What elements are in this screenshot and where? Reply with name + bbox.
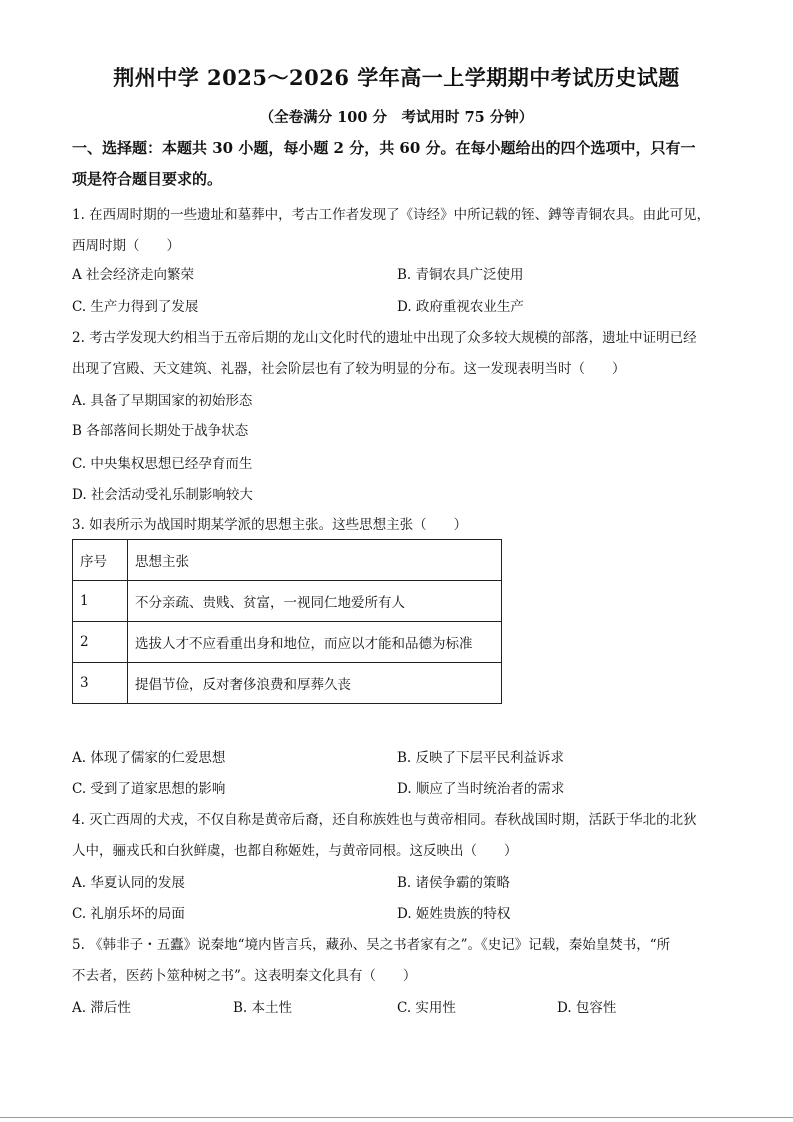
question-4-stem-line-2: 人中，骊戎氏和白狄鲜虞，也都自称姬姓，与黄帝同根。这反映出（ ）	[72, 843, 518, 859]
table-cell: 3	[73, 663, 128, 704]
table-row	[73, 663, 502, 704]
table-cell: 1	[73, 581, 128, 622]
table-header-row	[73, 540, 502, 581]
question-1-stem-line-2: 西周时期（ ）	[72, 238, 180, 254]
question-4-stem-line-1: 4. 灭亡西周的犬戎，不仅自称是黄帝后裔，还自称族姓也与黄帝相同。春秋战国时期，活跃于华北的北狄	[72, 812, 697, 828]
question-2-stem-line-1: 2. 考古学发现大约相当于五帝后期的龙山文化时代的遗址中出现了众多较大规模的部落，遗址中证明已经	[72, 330, 697, 346]
question-3-option-c: C. 受到了道家思想的影响	[72, 781, 226, 797]
question-2-option-a: A. 具备了早期国家的初始形态	[72, 393, 253, 409]
question-3-option-a: A. 体现了儒家的仁爱思想	[72, 750, 226, 766]
page-bottom-rule	[0, 1117, 793, 1118]
question-1-option-a: A 社会经济走向繁荣	[72, 267, 195, 283]
table-cell: 2	[73, 622, 128, 663]
question-5-option-d: D. 包容性	[557, 1000, 617, 1016]
section-instruction-line-2: 项是符合题目要求的。	[72, 170, 223, 188]
question-1-option-d: D. 政府重视农业生产	[397, 299, 524, 315]
question-5-stem-line-1: 5. 《韩非子・五蠹》说秦地“境内皆言兵，藏孙、吴之书者家有之”。《史记》记载，秦始皇焚书，“所	[72, 937, 671, 953]
table-header-cell: 思想主张	[128, 540, 502, 581]
exam-title: 荆州中学 2025～2026 学年高一上学期期中考试历史试题	[113, 65, 680, 90]
question-5-option-a: A. 滞后性	[72, 1000, 131, 1016]
question-4-option-b: B. 诸侯争霸的策略	[397, 875, 511, 891]
table-cell: 不分亲疏、贵贱、贫富，一视同仁地爱所有人	[128, 581, 502, 622]
question-1-stem-line-1: 1. 在西周时期的一些遗址和墓葬中，考古工作者发现了《诗经》中所记载的铚、鎛等青铜农具。由此可见，	[72, 207, 711, 223]
question-3-option-b: B. 反映了下层平民利益诉求	[397, 750, 565, 766]
table-cell: 提倡节俭，反对奢侈浪费和厚葬久丧	[128, 663, 502, 704]
question-4-option-c: C. 礼崩乐坏的局面	[72, 906, 185, 922]
table-row	[73, 581, 502, 622]
question-2-stem-line-2: 出现了宫殿、天文建筑、礼器，社会阶层也有了较为明显的分布。这一发现表明当时（ ）	[72, 361, 626, 377]
section-instruction-line-1: 一、选择题：本题共 30 小题，每小题 2 分，共 60 分。在每小题给出的四个选项中，只有一	[72, 139, 696, 157]
question-3-table	[72, 539, 502, 704]
section-instruction	[72, 133, 722, 195]
question-5-option-b: B. 本土性	[233, 1000, 293, 1016]
table-row	[73, 622, 502, 663]
question-3-stem: 3. 如表所示为战国时期某学派的思想主张。这些思想主张（ ）	[72, 517, 468, 533]
question-3-option-d: D. 顺应了当时统治者的需求	[397, 781, 565, 797]
table-cell: 选拔人才不应看重出身和地位，而应以才能和品德为标准	[128, 622, 502, 663]
question-4-option-d: D. 姬姓贵族的特权	[397, 906, 511, 922]
question-2-option-b: B 各部落间长期处于战争状态	[72, 423, 249, 439]
question-5-stem-line-2: 不去者，医药卜筮种树之书”。这表明秦文化具有（ ）	[72, 968, 417, 984]
question-5-option-c: C. 实用性	[397, 1000, 456, 1016]
exam-subtitle: （全卷满分 100 分 考试用时 75 分钟）	[259, 109, 534, 126]
question-2-option-d: D. 社会活动受礼乐制影响较大	[72, 487, 253, 503]
question-4-option-a: A. 华夏认同的发展	[72, 875, 185, 891]
question-2-option-c: C. 中央集权思想已经孕育而生	[72, 456, 253, 472]
table-header-cell: 序号	[73, 540, 128, 581]
question-1-option-c: C. 生产力得到了发展	[72, 299, 199, 315]
question-1-option-b: B. 青铜农具广泛使用	[397, 267, 524, 283]
